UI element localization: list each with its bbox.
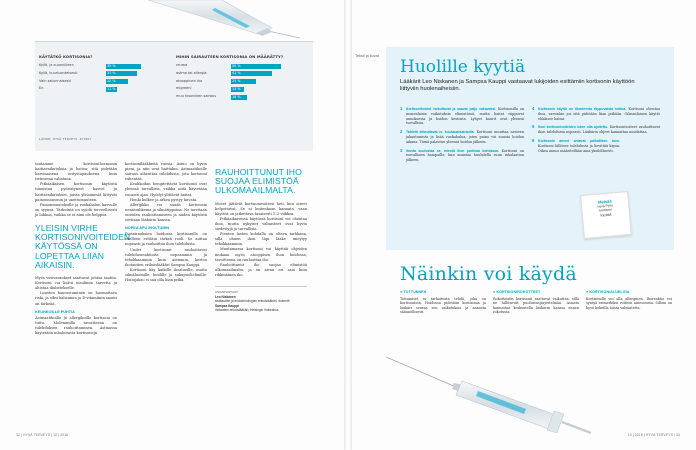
paragraph: Muutamassa kortisoni voi käyttää ohjeiden mukaan myös atooppisen ihon hoidossa; tavoitteena on rauhoittaa iho. [215,247,307,262]
survey-row [176,85,308,93]
tip-body: Kortisonilla on monenlaisia vaikutuksia elimistössä, mutta haitat riippuvat annoksesta ja hoidon kestosta. Lyhyet kuurit ovat yleensä turvallisia. [406,107,524,126]
survey-row-label: Kyllä, kuurluonteisesti [39,70,78,75]
survey-row [39,78,164,86]
myth-column [400,290,486,315]
survey-row-value: 22 % [107,79,116,84]
tip-item [532,125,660,135]
side-note-text: Teksti ja kuvat [355,54,379,58]
tip-number: 3 [400,147,403,153]
survey-row [39,70,164,78]
survey-row-value: 11 % [107,86,116,91]
survey-box [35,41,313,151]
pull-quote: RAUHOITTUNUT IHO SUOJAA ELIMISTÖÄ ULKOMAAILMALTA. [215,167,302,196]
survey-row [176,93,308,104]
paragraph: tautamme kortisonihormonin haittavaikutuksia ja hoitoa; sitä pidetään harvinaisena eritystapauksena kuin tietoisena valintana. [35,162,117,182]
survey-row-value: 16 % [232,94,241,99]
tip-number: 5 [532,124,535,130]
paragraph: Painonmuutoksille ja ruokahalun kasvulle on syynsä. Tärkeintä on syödä terveellisesti ja liikkua, vaikka se ei aina ole helppoa. [35,202,117,217]
tip-item [400,149,524,163]
survey-row-label: En [39,86,44,91]
survey-source: LÄHDE: HYVÄ TERVEYS -KYSELY [39,137,92,141]
myth-heading-text: KORTISONIROKOTTEET [496,290,541,294]
subheading: KEUHKOILLE PUHTIA [35,309,75,314]
expert-box [386,47,674,250]
tips-column-left [400,107,524,167]
page-folio-right: 10 | 2016 | HYVÄ TERVEYS | 33 [627,433,680,437]
badge-line: kortisoni [599,207,613,213]
expert-box-lead: Lääkärit Leo Niskanen ja Sampsa Kauppi vastaavat lukijoiden esittämiin kortisonin käyttöön liittyviin huolenaiheisiin. [400,79,635,92]
myth-body: Rokotteisiin kortisonit saattavat vaikuttaa, sillä ne hillitsevät puolustusjärjestelmää. Asiasta kannattaa keskustella lääkärin kanssa ennen rokotusta. [493,296,579,315]
survey-question-1-title: KÄYTÄTKÖ KORTISONIA? [39,54,93,59]
survey-row-label: muu krooninen sairaus [176,94,217,99]
contributors [215,286,307,312]
myth-heading-text: KORTISONIALUELGIA [589,290,630,294]
paragraph: Moset jättävät kortisonivoiteen heti, kun oireet helpottavat. Se ei kuitenkaan kannata, vaan käyttöä on jatkettava tasaisesti 1–2 viikkoa. [215,201,307,216]
tip-item [532,139,620,153]
contributor-role: ihotautien erikoislääkäri, Helsingin Ihokeskus [215,307,279,312]
survey-question-2-title: MIHIN SAIRAUTEEN KORTISONIA ON MÄÄRÄTTY? [176,54,284,59]
contributor-role: sisätautien ja endokrinologian erikoislääkäri, dosentti [215,299,290,304]
myth-column [586,290,672,310]
survey-row-value: 41 % [232,71,241,76]
myth-body: Tottumiset ei tarkoitusta tehdä, joka on kortisonissa. Hoidossa pidetään kortisonia ja lääkäri seuraa sen vaikutuksia ja annosta säännöllisesti. [400,296,486,315]
expert-box-title: Huolille kyytiä [400,57,526,77]
paragraph: Pitkäaikaisessa käytössä kortisoni voi ohentaa ihoa, mutta nykyiset valmisteet ovat hyvin siedettyjä ja turvallisia. [215,216,307,232]
left-page [0,0,344,450]
tip-body: Kortisoni ohentaa ihoa, varsinkin jos sitä pidetään liian pitkään. Oikeanlainen käyttö ehkäisee haitat. [538,107,661,121]
body-column-3 [215,162,307,432]
survey-row [176,62,308,70]
survey-row-value: 13 % [232,86,241,91]
tip-body: Kortisonivoiteet rauhoittavat ihon tulehdusta nopeasti. Lääkärin ohjeet kannattaa noudattaa. [538,125,660,135]
paragraph: kortisonilääkkeitä vuosia. Asmo on hyvin pieni, ja niin ovat haittakin. Astmaatikoille sairaus aiheuttaa tulehdusta, jota kortisoni vähentää. [125,162,207,182]
survey-row-label: reuma [176,63,188,67]
tips-column-right [532,107,660,157]
spine-gutter [344,0,352,450]
tip-body: Kortisoni on turvallinen hampaille, kun muistaa huuhdella suun inhalaation jälkeen. [406,148,525,163]
myth-column [493,290,579,315]
survey-row [39,62,164,70]
survey-row-label: migreeni [176,86,192,91]
tip-item [400,130,524,144]
magazine-badge [580,191,632,239]
tip-number: 4 [532,106,535,111]
tip-number: 1 [400,106,403,111]
paragraph: Pienten lasten kohdalla on oltava tarkkana, sillä ohuen ihon läpi lääke imeytyy tehokkaammin. [215,232,307,247]
survey-row-label: astma tai allergia [176,70,207,75]
side-note [355,54,379,59]
badge-line: Metsää [597,198,612,205]
survey-row-value: 35 % [107,63,116,68]
tip-heading: Kortisonihoidot vaikuttavat ja saavat paljo vakavaksi. [406,107,497,111]
syringe-illustration [0,0,344,40]
tip-body: Kortisoni hillitsee tulehdusta ja lievittää kipua. Oikea annos määritellään aina yksilöllisesti. [538,143,620,153]
contributors-heading: ASIANTUNTIJAT [215,290,238,295]
paragraph: Ihosairauksien hoidossa kortisonilla on edelleen erittäin tärkeä rooli. Se auttaa nopeasti ja rauhoittaa ihon tulehdusta. [125,232,207,247]
paragraph: Henki kulkee ja arkea pystyy kuvata. [130,197,198,202]
survey-row-label: atooppinen iho [176,78,203,83]
paragraph: Allergikko voi saada kortisonia nenäsuihkeina ja silmätippoina. Ne tarvitaan oireiden rauhoittamiseen ja niiden käytöstä sovitaan lääkärin kanssa. [125,202,207,223]
body-column-2 [125,162,207,432]
paragraph: Luuston haurastuminen on huomattava riski, ja siksi kalsiumin ja D-vitamiinin saanti on tärkeää. [35,291,117,306]
myth-heading-text: TOTTUNNEN [403,290,427,294]
tip-heading: Ihosta kuulostaa se, miestä ihon purkkaa kohdassa. [406,148,499,153]
tip-heading: Kortisonin käyttö on tilanteesta riippuvaista hoitoa. [538,107,627,111]
survey-row [39,85,164,93]
contributor-name: Leo Niskanen [215,295,236,300]
survey-question-1 [39,54,164,93]
paragraph: Uudet kortisonit rauhoittavat tulehdusreaktioita nopeammin ja tehokkaammin kuin aiemmin, kertoo ihotautien erikoislääkäri Sampsa Kauppi. [125,247,207,267]
tip-heading: Ihon kortisonivoiteiden tulee olla ajoitettu. [538,125,609,130]
myth-heading: ● TOTTUNNEN [400,290,427,294]
paragraph: Myös vesivaraukset saattavat johtaa tautiin. Kortisoni voi lisätä insuliinin tarvetta ja altistaa diabetekselle. [35,276,117,291]
myth-heading: ● KORTISONIROKOTTEET [493,290,541,294]
badge-line: käyttää [600,212,612,218]
contributor-name: Sampsa Kauppi [215,303,239,308]
survey-row-value: 31 % [107,71,116,76]
paragraph: Rauhoittunut iho suojaa elimistöä ulkomaailmalta, ja on aivan eri asia kuin rikkinäinen iho. [215,262,307,277]
myth-heading: ● KORTISONIALUELGIA [586,290,630,294]
paragraph: Astmaatikoille ja allergikoille kortisoni on tuttu. Molemmilla tavoitteena on tulehduksen rauhoittaminen. Astmassa käytetään inhaloitavia kortisoneja. [35,315,117,335]
page-folio-left: 32 | HYVÄ TERVEYS | 10 | 2016 [16,433,69,437]
myth-body: Kortisonille voi olla allerginen. Ihoreaktio voi syntyä esimerkiksi voiteen ainesosista. Silloin on hyvä kokeilla toista valmistetta. [586,296,672,310]
survey-row-value: 25 % [232,79,241,84]
section-title: Näinkin voi käydä [400,263,577,285]
survey-question-2 [176,54,308,104]
badge-line: hyvä Pysy [597,203,614,209]
paragraph: Pitkäaikaisen kortisonin käytöstä tunnistaa pyöristyneet kasvot ja haittavaikutukset, joista yleisimmät liittyvät painonnousuun ja unettomuuteen. [35,182,117,202]
survey-row [176,78,308,86]
body-column-1 [35,162,131,432]
survey-row-label: Vain satunnaisesti [39,78,71,83]
tip-item [532,107,660,121]
tip-heading: Tabletit aiheuttavat iv. kuukausisairautta. [406,130,475,135]
tip-body: Kortisoni muuttaa nesteen jakautumista ja lisää ruokahalua, joten paino voi nousta hoidon aikana. Tämä palautuu yleensä hoidon jälkeen. [406,130,525,144]
tip-item [400,107,524,126]
paragraph: Keuhkoihin hengitettävät kortisonit ovat yleensä turvallisia, vaikka niitä käytetään vuosien ajan. Hyödyt ylittävät haitat. [125,182,207,197]
survey-row [176,70,308,78]
pull-quote: YLEISIN VIRHE KORTISONIVOITEIDEN KÄYTÖSSÄ ON LOPETTAA LIIAN AIKAISIN. [35,223,131,270]
tip-number: 2 [400,129,403,135]
tip-number: 6 [532,137,535,143]
syringe-illustration [386,345,596,435]
subheading: NOPEA APU IHOLTUMIN [125,226,170,231]
paragraph: Kortisoni käy kaikille ihoalueille, mutta silmäluomille, huulille ja sukupuolielimille. Hoitojakso ei saa olla liian pitkä. [125,267,207,283]
survey-row-label: Kyllä, ja suunnilleen [39,63,74,67]
survey-row-value: 50 % [232,63,241,68]
tip-heading: Kortisonin aineet antavat paikallisen tuen. [538,138,620,143]
